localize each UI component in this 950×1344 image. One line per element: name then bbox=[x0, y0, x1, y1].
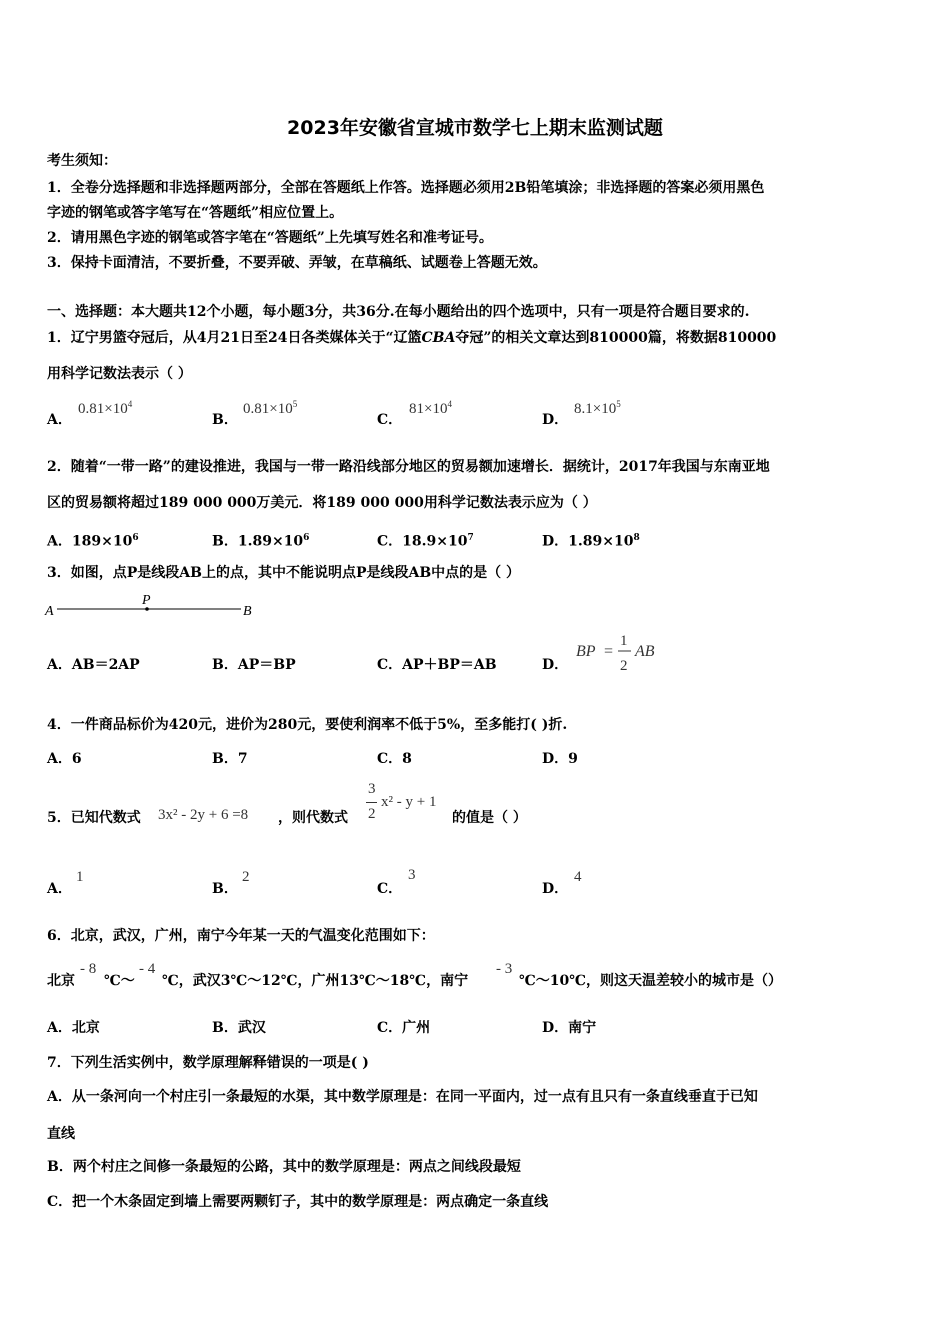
q6-opt-text: 北京 bbox=[71, 1020, 100, 1036]
q5-stem-mid: ，则代数式 bbox=[278, 810, 348, 826]
q2-opt-base: 189×10 bbox=[71, 533, 133, 550]
q2-option-b bbox=[212, 529, 309, 551]
q1-option-a bbox=[78, 399, 132, 418]
q6-option-c bbox=[377, 1019, 430, 1037]
q4-option-c bbox=[377, 750, 412, 768]
q5-frac-num: 3 bbox=[368, 781, 376, 797]
section-heading: 一、选择题：本大题共12个小题，每小题3分，共36分.在每小题给出的四个选项中，只有一项是符合题目要求的. bbox=[47, 304, 750, 320]
q6-opt-label: C． bbox=[377, 1020, 403, 1036]
formula-ab: AB bbox=[635, 643, 655, 660]
q4-opt-text: 9 bbox=[568, 751, 578, 767]
q5-stem-pre: 5．已知代数式 bbox=[47, 810, 141, 826]
q5-option-b: 2 bbox=[242, 869, 250, 885]
q2-stem: 2．随着“一带一路”的建设推进，我国与一带一路沿线部分地区的贸易额加速增长．据统计，2017年我国与东南亚地 bbox=[47, 459, 770, 475]
q4-stem: 4．一件商品标价为420元，进价为280元，要使利润率不低于5%，至多能打( )折. bbox=[47, 717, 568, 733]
q5-option-c-label: C． bbox=[377, 881, 403, 897]
q3-opt-text: AB＝2AP bbox=[71, 657, 140, 673]
q3-option-c bbox=[377, 656, 497, 674]
q6-opt-text: 武汉 bbox=[237, 1020, 266, 1036]
q2-option-d bbox=[542, 529, 640, 551]
q6-opt-text: 广州 bbox=[402, 1020, 431, 1036]
q6-opt-text: 南宁 bbox=[568, 1020, 597, 1036]
q4-option-d bbox=[542, 750, 578, 768]
q1-stem-2: 用科学记数法表示（ ） bbox=[47, 366, 192, 382]
q1-stem-part: 夺冠”的相关文章达到810000篇，将数据810000 bbox=[455, 330, 777, 346]
q4-opt-text: 7 bbox=[237, 751, 248, 767]
q2-opt-label: A． bbox=[47, 533, 72, 550]
notice-item: 1．全卷分选择题和非选择题两部分，全部在答题纸上作答。选择题必须用2B铅笔填涂；非选择题的答案必须用黑色 bbox=[47, 180, 765, 196]
q3-option-a bbox=[47, 656, 140, 674]
q1-opt-b-base: 0.81×10 bbox=[243, 401, 293, 417]
q1-stem-part: 1．辽宁男篮夺冠后，从4月21日至24日各类媒体关于“辽篮 bbox=[47, 330, 422, 346]
q2-opt-label: D． bbox=[542, 533, 569, 550]
q1-option-b-label: B． bbox=[212, 412, 238, 428]
notice-item: 3．保持卡面清洁，不要折叠，不要弄破、弄皱，在草稿纸、试题卷上答题无效。 bbox=[47, 255, 547, 271]
q4-option-b bbox=[212, 750, 248, 768]
point-b-label: B bbox=[243, 604, 252, 619]
q1-option-c-label: C． bbox=[377, 412, 403, 428]
q2-opt-base: 18.9×10 bbox=[402, 533, 468, 550]
formula-eq: = bbox=[604, 643, 614, 660]
q6-temp-beijing-high: - 4 bbox=[139, 961, 156, 977]
q2-opt-label: B． bbox=[212, 533, 238, 550]
q1-stem bbox=[47, 329, 776, 347]
q2-opt-base: 1.89×10 bbox=[568, 533, 634, 550]
q2-stem-2: 区的贸易额将超过189 000 000万美元．将189 000 000用科学记数法表示应为（ ） bbox=[47, 495, 597, 511]
q6-temp-beijing-low: - 8 bbox=[80, 961, 97, 977]
page-title: 2023年安徽省宣城市数学七上期末监测试题 bbox=[287, 117, 663, 139]
q2-option-a bbox=[47, 529, 139, 551]
q6-opt-label: D． bbox=[542, 1020, 569, 1036]
q6-stem-2b: ℃～ bbox=[104, 973, 135, 989]
q4-opt-text: 6 bbox=[71, 751, 82, 767]
q3-option-d-formula bbox=[572, 628, 672, 678]
q1-opt-b-exp: 5 bbox=[292, 399, 298, 409]
q1-option-a-label: A． bbox=[47, 412, 72, 428]
q3-opt-text: AP＝BP bbox=[237, 657, 296, 673]
q5-frac-den: 2 bbox=[368, 806, 376, 822]
q6-option-d bbox=[542, 1019, 596, 1037]
q7-option-a-cont: 直线 bbox=[47, 1126, 75, 1142]
q1-option-d bbox=[574, 399, 621, 418]
q5-option-c: 3 bbox=[408, 867, 416, 883]
q5-expr2: x² - y + 1 bbox=[381, 794, 437, 810]
notice-heading: 考生须知： bbox=[47, 153, 117, 169]
q7-option-b: B．两个村庄之间修一条最短的公路，其中的数学原理是：两点之间线段最短 bbox=[47, 1159, 521, 1175]
q1-opt-a-exp: 4 bbox=[127, 399, 133, 409]
q6-stem-2c: ℃，武汉3℃～12℃，广州13℃～18℃，南宁 bbox=[162, 973, 469, 989]
q3-option-b bbox=[212, 656, 296, 674]
q2-opt-exp: 7 bbox=[467, 533, 474, 543]
q6-opt-label: B． bbox=[212, 1020, 238, 1036]
q1-opt-c-exp: 4 bbox=[447, 399, 452, 409]
q1-option-c bbox=[409, 399, 452, 418]
q6-stem: 6．北京，武汉，广州，南宁今年某一天的气温变化范围如下： bbox=[47, 928, 435, 944]
q6-option-a bbox=[47, 1019, 100, 1037]
q2-opt-exp: 8 bbox=[633, 533, 640, 543]
q5-option-d-label: D． bbox=[542, 881, 569, 897]
q1-option-d-label: D． bbox=[542, 412, 569, 428]
q7-option-c: C．把一个木条固定到墙上需要两颗钉子，其中的数学原理是：两点确定一条直线 bbox=[47, 1194, 549, 1210]
q6-stem-2d: ℃～10℃，则这天温差较小的城市是（） bbox=[519, 973, 783, 989]
q1-cba: CBA bbox=[421, 330, 456, 346]
q7-stem: 7．下列生活实例中，数学原理解释错误的一项是( ) bbox=[47, 1055, 369, 1071]
q5-option-d: 4 bbox=[574, 869, 582, 885]
q4-opt-label: C． bbox=[377, 751, 403, 767]
q3-opt-label: B． bbox=[212, 657, 238, 673]
q6-opt-label: A． bbox=[47, 1020, 72, 1036]
q4-option-a bbox=[47, 750, 82, 768]
q3-opt-text: AP＋BP＝AB bbox=[402, 657, 497, 673]
formula-den: 2 bbox=[620, 658, 628, 674]
q5-stem-post: 的值是（ ） bbox=[452, 810, 527, 826]
q3-stem: 3．如图，点P是线段AB上的点，其中不能说明点P是线段AB中点的是（ ） bbox=[47, 565, 521, 581]
q6-temp-nanning-low: - 3 bbox=[496, 961, 513, 977]
q1-opt-d-exp: 5 bbox=[616, 399, 621, 409]
q5-option-b-label: B． bbox=[212, 881, 238, 897]
q1-option-b bbox=[243, 399, 297, 418]
point-a-label: A bbox=[45, 604, 54, 619]
q4-opt-label: A． bbox=[47, 751, 72, 767]
notice-item: 2．请用黑色字迹的钢笔或答字笔在“答题纸”上先填写姓名和准考证号。 bbox=[47, 230, 493, 246]
q4-opt-label: B． bbox=[212, 751, 238, 767]
point-p-label: P bbox=[142, 593, 151, 608]
formula-num: 1 bbox=[620, 633, 628, 649]
q3-option-d-label: D． bbox=[542, 657, 569, 673]
q2-opt-label: C． bbox=[377, 533, 403, 550]
q2-option-c bbox=[377, 529, 474, 551]
q1-opt-d-base: 8.1×10 bbox=[574, 401, 617, 417]
q5-frac-bar bbox=[366, 802, 377, 803]
q4-opt-text: 8 bbox=[402, 751, 412, 767]
q6-stem-2a: 北京 bbox=[47, 973, 75, 989]
q2-opt-base: 1.89×10 bbox=[237, 533, 304, 550]
q1-opt-c-base: 81×10 bbox=[409, 401, 448, 417]
q3-opt-label: A． bbox=[47, 657, 72, 673]
notice-item: 字迹的钢笔或答字笔写在“答题纸”相应位置上。 bbox=[47, 205, 344, 221]
segment-figure bbox=[44, 590, 259, 622]
formula-bp: BP bbox=[576, 643, 596, 660]
q7-option-a: A．从一条河向一个村庄引一条最短的水渠，其中数学原理是：在同一平面内，过一点有且只有一条直线垂直于已知 bbox=[47, 1089, 758, 1105]
q5-option-a: 1 bbox=[76, 869, 84, 885]
q4-opt-label: D． bbox=[542, 751, 569, 767]
q2-opt-exp: 6 bbox=[132, 533, 139, 543]
q5-expr1: 3x² - 2y + 6 =8 bbox=[158, 807, 249, 823]
q1-opt-a-base: 0.81×10 bbox=[78, 401, 128, 417]
q2-opt-exp: 6 bbox=[303, 533, 310, 543]
q5-option-a-label: A． bbox=[47, 881, 72, 897]
q3-opt-label: C． bbox=[377, 657, 403, 673]
q6-option-b bbox=[212, 1019, 266, 1037]
